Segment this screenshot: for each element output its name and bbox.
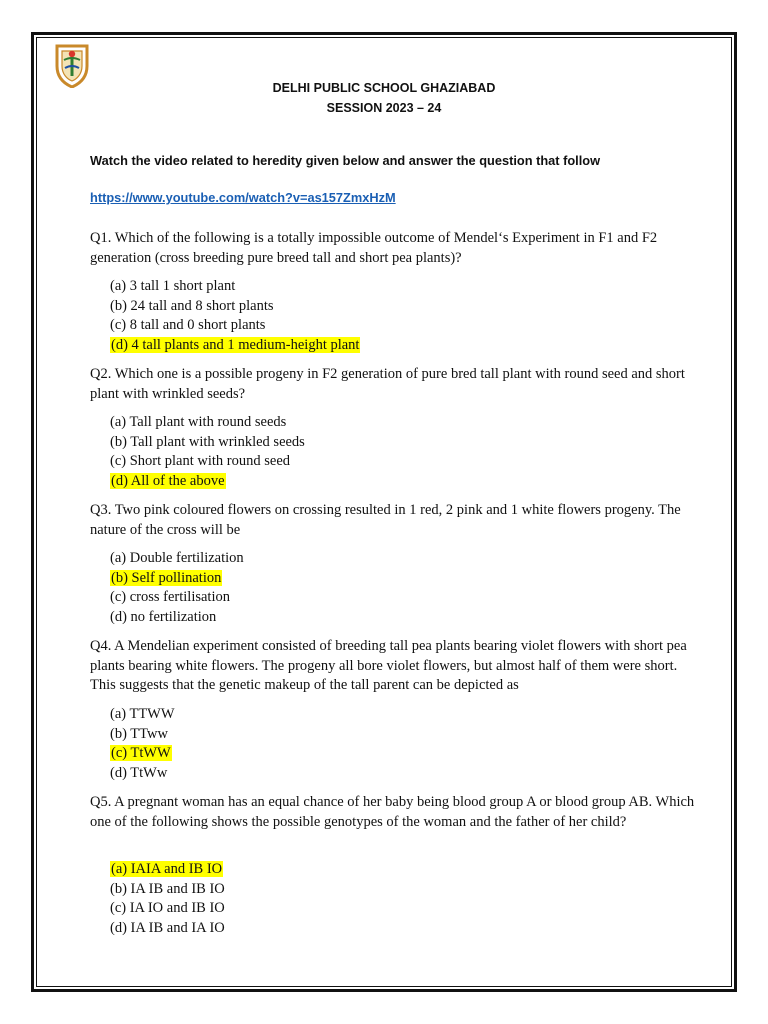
option-3b-answer: (b) Self pollination xyxy=(111,569,222,586)
option-2d-answer: (d) All of the above xyxy=(111,472,225,489)
option-1d-answer: (d) 4 tall plants and 1 medium-height plant xyxy=(111,336,360,353)
question-5-options xyxy=(110,860,225,938)
question-4-options xyxy=(110,705,175,783)
option-1a: (a) 3 tall 1 short plant xyxy=(110,278,236,294)
school-name: DELHI PUBLIC SCHOOL GHAZIABAD xyxy=(272,81,496,95)
question-5: Q5. A pregnant woman has an equal chance of her baby being blood group A or blood group AB. Which one of the following shows the possible genotypes of the woman and the father of her child? xyxy=(90,794,695,830)
option-5b: (b) IA IB and IB IO xyxy=(110,880,225,897)
option-3c: (c) cross fertilisation xyxy=(110,589,230,605)
question-2: Q2. Which one is a possible progeny in F2 generation of pure bred tall plant with round seed and short plant with wrinkled seeds? xyxy=(90,366,685,402)
option-1c: (c) 8 tall and 0 short plants xyxy=(110,317,266,333)
option-5d: (d) IA IB and IA IO xyxy=(110,919,225,936)
question-2-options xyxy=(110,413,305,491)
question-1: Q1. Which of the following is a totally impossible outcome of Mendel‘s Experiment in F1 and F2 generation (cross breeding pure breed tall and short pea plants)? xyxy=(90,230,658,266)
session-label: SESSION 2023 – 24 xyxy=(326,101,442,115)
option-2b: (b) Tall plant with wrinkled seeds xyxy=(110,433,305,450)
option-3d: (d) no fertilization xyxy=(110,608,217,625)
question-3-options xyxy=(110,549,244,627)
option-5c: (c) IA IO and IB IO xyxy=(110,900,225,916)
question-3: Q3. Two pink coloured flowers on crossing resulted in 1 red, 2 pink and 1 white flowers progeny. The nature of the cross will be xyxy=(90,502,681,538)
option-4a: (a) TTWW xyxy=(110,706,175,722)
question-4: Q4. A Mendelian experiment consisted of breeding tall pea plants bearing violet flowers with short pea plants bearing white flowers. The progeny all bore violet flowers, but almost half of them were short. This suggests that the genetic makeup of the tall parent can be depicted as xyxy=(90,638,687,693)
option-4b: (b) TTww xyxy=(110,725,168,742)
question-1-options xyxy=(110,277,360,355)
option-1b: (b) 24 tall and 8 short plants xyxy=(110,297,274,314)
option-4c-answer: (c) TtWW xyxy=(111,745,171,761)
option-3a: (a) Double fertilization xyxy=(110,550,244,566)
video-link[interactable]: https://www.youtube.com/watch?v=as157ZmxHzM xyxy=(90,190,396,205)
option-2a: (a) Tall plant with round seeds xyxy=(110,414,287,430)
option-2c: (c) Short plant with round seed xyxy=(110,453,291,469)
instruction-text: Watch the video related to heredity given below and answer the question that follow xyxy=(90,153,601,168)
option-5a-answer: (a) IAIA and IB IO xyxy=(111,861,223,877)
option-4d: (d) TtWw xyxy=(110,764,168,781)
